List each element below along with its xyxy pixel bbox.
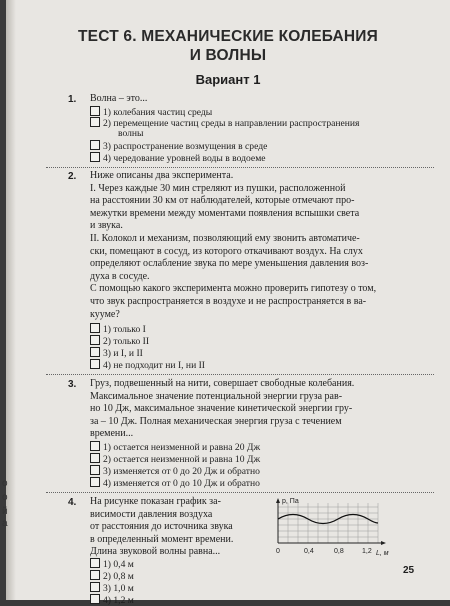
q1-option-2[interactable]: 2) перемещение частиц среды в направлении распространения	[90, 117, 359, 129]
x-axis-arrow	[381, 541, 386, 545]
q2-option-1[interactable]: 1) только I	[90, 323, 146, 335]
margin-fragment: а	[2, 518, 8, 529]
question-3-text: Груз, подвешенный на нити, совершает свободные колебания. Максимальное значение потенциальной энергии груза рав- но 10 Дж, максимальное значение кинетической энергии гру- за – 10 Дж. Полная механическая энергия груза с течением времени...	[90, 378, 355, 440]
checkbox[interactable]	[90, 117, 100, 127]
question-2-number: 2.	[68, 171, 77, 182]
tick-label: 1,2	[362, 548, 372, 555]
q3-option-1[interactable]: 1) остается неизменной и равна 20 Дж	[90, 441, 260, 453]
divider	[46, 492, 434, 493]
q2-option-2[interactable]: 2) только II	[90, 335, 149, 347]
question-1-number: 1.	[68, 94, 77, 105]
question-1-text: Волна – это...	[90, 93, 148, 104]
checkbox[interactable]	[90, 347, 100, 357]
tick-label: 0	[276, 548, 280, 555]
checkbox[interactable]	[90, 465, 100, 475]
checkbox[interactable]	[90, 140, 100, 150]
q1-option-4[interactable]: 4) чередование уровней воды в водоеме	[90, 152, 266, 164]
y-axis-arrow	[276, 498, 280, 503]
q1-option-3[interactable]: 3) распространение возмущения в среде	[90, 140, 267, 152]
margin-fragment: о	[2, 492, 8, 503]
q2-option-3[interactable]: 3) и I, и II	[90, 347, 143, 359]
checkbox[interactable]	[90, 441, 100, 451]
question-4-text: На рисунке показан график за- висимости давления воздуха от расстояния до источника звука в определенный момент времени. Длина звуковой волны равна...	[90, 496, 234, 558]
q3-option-2[interactable]: 2) остается неизменной и равна 10 Дж	[90, 453, 260, 465]
q4-option-1[interactable]: 1) 0,4 м	[90, 558, 134, 570]
divider	[46, 374, 434, 375]
checkbox[interactable]	[90, 594, 100, 604]
test-title-line1: ТЕСТ 6. МЕХАНИЧЕСКИЕ КОЛЕБАНИЯ	[78, 28, 378, 45]
checkbox[interactable]	[90, 558, 100, 568]
question-4-number: 4.	[68, 497, 77, 508]
x-axis-label: L, м	[376, 550, 389, 557]
q1-option-1[interactable]: 1) колебания частиц среды	[90, 106, 212, 118]
checkbox[interactable]	[90, 570, 100, 580]
checkbox[interactable]	[90, 106, 100, 116]
margin-fragment: о	[2, 478, 8, 489]
q4-option-2[interactable]: 2) 0,8 м	[90, 570, 134, 582]
question-2-text: Ниже описаны два эксперимента. I. Через каждые 30 мин стреляют из пушки, расположенной на расстоянии 30 км от наблюдателей, которые отмечают про- межутки времени между моментами появления вспышки света и звука. II. Колокол и механизм, позволяющий ему звонить автоматиче- ски, помещают в сосуд, из которого откачивают воздух. На слух определяют ослабление звука по мере уменьшения давления воз- духа в сосуде. С помощью какого эксперимента можно проверить гипотезу о том, что звук распространяется в воздухе и не распространяется в ва- кууме?	[90, 170, 377, 320]
q1-option-2-continuation: волны	[118, 128, 144, 139]
test-title-line2: И ВОЛНЫ	[189, 47, 267, 64]
pressure-distance-graph	[268, 497, 396, 559]
q3-option-4[interactable]: 4) изменяется от 0 до 10 Дж и обратно	[90, 477, 260, 489]
question-3-number: 3.	[68, 379, 77, 390]
checkbox[interactable]	[90, 323, 100, 333]
q4-option-3[interactable]: 3) 1,0 м	[90, 582, 134, 594]
q3-option-3[interactable]: 3) изменяется от 0 до 20 Дж и обратно	[90, 465, 260, 477]
q4-option-4[interactable]: 4) 1,2 м	[90, 594, 134, 606]
divider	[46, 167, 434, 168]
tick-label: 0,8	[334, 548, 344, 555]
checkbox[interactable]	[90, 582, 100, 592]
checkbox[interactable]	[90, 335, 100, 345]
page-number: 25	[403, 565, 415, 576]
textbook-page	[6, 0, 450, 606]
variant-heading: Вариант 1	[195, 72, 261, 87]
checkbox[interactable]	[90, 477, 100, 487]
margin-fragment: й	[2, 506, 8, 517]
tick-label: 0,4	[304, 548, 314, 555]
checkbox[interactable]	[90, 152, 100, 162]
y-axis-label: p, Па	[282, 498, 299, 505]
q2-option-4[interactable]: 4) не подходит ни I, ни II	[90, 359, 205, 371]
checkbox[interactable]	[90, 453, 100, 463]
checkbox[interactable]	[90, 359, 100, 369]
